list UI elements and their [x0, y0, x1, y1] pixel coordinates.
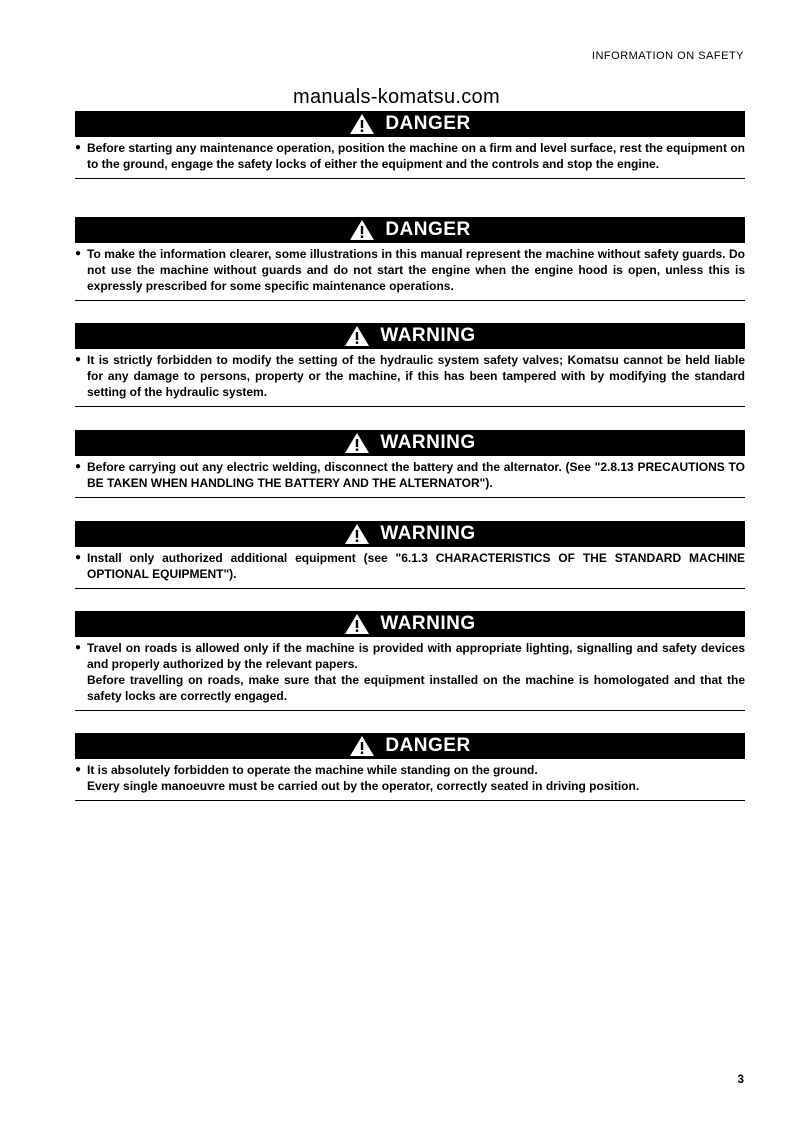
notice-banner — [75, 111, 745, 137]
notice-label: DANGER — [385, 735, 471, 756]
notice-text: Every single manoeuvre must be carried out by the operator, correctly seated in driving position. — [87, 779, 640, 793]
notice-label: WARNING — [380, 432, 476, 453]
notice-body — [75, 349, 745, 406]
notice-banner — [75, 430, 745, 456]
bullet-icon: ● — [75, 552, 82, 563]
notice-label: WARNING — [380, 613, 476, 634]
notice-body — [75, 637, 745, 710]
safety-notice — [75, 733, 745, 801]
list-item — [75, 140, 745, 172]
notice-text: Before starting any maintenance operation, position the machine on a firm and level surface, rest the equipment on to the ground, engage the safety locks of either the equipment and the controls and stop the engine. — [87, 141, 745, 171]
warning-triangle-icon — [344, 523, 370, 545]
safety-notice — [75, 521, 745, 589]
notice-banner — [75, 217, 745, 243]
warning-triangle-icon — [344, 613, 370, 635]
warning-triangle-icon — [344, 432, 370, 454]
safety-notice — [75, 217, 745, 301]
notice-text: Before travelling on roads, make sure that the equipment installed on the machine is homologated and that the safety locks are correctly engaged. — [87, 673, 745, 703]
bullet-icon: ● — [75, 142, 82, 153]
bullet-icon: ● — [75, 764, 82, 775]
notice-text: Before carrying out any electric welding, disconnect the battery and the alternator. (See "2.8.13 PRECAUTIONS TO BE TAKEN WHEN HANDLING THE BATTERY AND THE ALTERNATOR"). — [87, 460, 745, 490]
notice-text: It is strictly forbidden to modify the setting of the hydraulic system safety valves; Komatsu cannot be held liable for any damage to persons, property or the machine, if this has been tampered with by modifying the standard setting of the hydraulic system. — [87, 353, 745, 399]
notice-label: WARNING — [380, 523, 476, 544]
bullet-icon: ● — [75, 461, 82, 472]
warning-triangle-icon — [349, 735, 375, 757]
list-item — [75, 246, 745, 294]
warning-triangle-icon — [349, 219, 375, 241]
notice-text: It is absolutely forbidden to operate the machine while standing on the ground. — [87, 763, 538, 777]
list-item — [75, 762, 745, 794]
list-item — [75, 459, 745, 491]
watermark-text: manuals-komatsu.com — [293, 86, 500, 108]
bullet-icon: ● — [75, 248, 82, 259]
notice-body — [75, 243, 745, 300]
notice-label: WARNING — [380, 325, 476, 346]
safety-notice — [75, 611, 745, 711]
notice-banner — [75, 733, 745, 759]
notice-body — [75, 759, 745, 800]
section-header: INFORMATION ON SAFETY — [591, 50, 744, 62]
list-item — [75, 352, 745, 400]
notice-label: DANGER — [385, 113, 471, 134]
page-number: 3 — [737, 1072, 744, 1086]
notice-body — [75, 137, 745, 178]
notice-text: To make the information clearer, some illustrations in this manual represent the machine without safety guards. Do not use the machine without guards and do not start the engine when the engine hood is open, unless this is expressly prescribed for some specific maintenance operations. — [87, 247, 745, 293]
list-item — [75, 640, 745, 704]
notice-banner — [75, 323, 745, 349]
bullet-icon: ● — [75, 354, 82, 365]
safety-notice — [75, 323, 745, 407]
notice-banner — [75, 611, 745, 637]
bullet-icon: ● — [75, 642, 82, 653]
notice-banner — [75, 521, 745, 547]
warning-triangle-icon — [349, 113, 375, 135]
notice-label: DANGER — [385, 219, 471, 240]
safety-notice — [75, 430, 745, 498]
notice-body — [75, 456, 745, 497]
notice-body — [75, 547, 745, 588]
notice-text: Travel on roads is allowed only if the machine is provided with appropriate lighting, signalling and safety devices and properly authorized by the relevant papers. — [87, 641, 745, 671]
safety-notice — [75, 111, 745, 179]
list-item — [75, 550, 745, 582]
warning-triangle-icon — [344, 325, 370, 347]
notice-text: Install only authorized additional equipment (see "6.1.3 CHARACTERISTICS OF THE STANDARD MACHINE OPTIONAL EQUIPMENT"). — [87, 551, 745, 581]
